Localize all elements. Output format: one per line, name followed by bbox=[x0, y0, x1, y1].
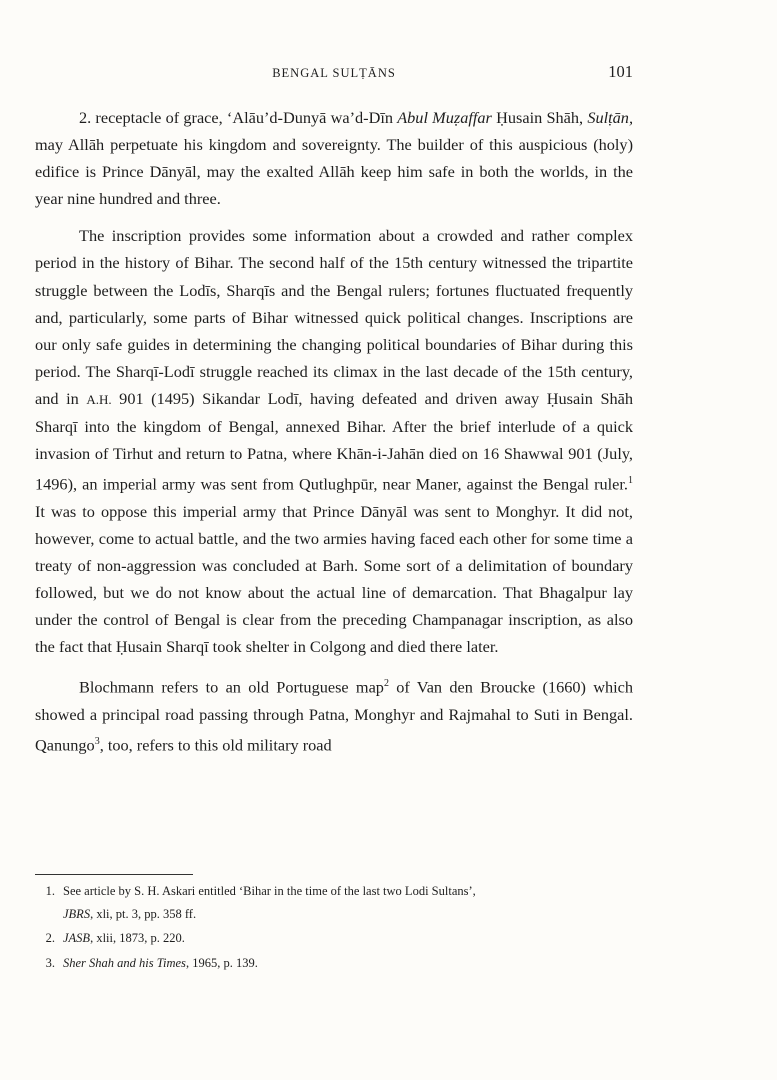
footnote-3 bbox=[35, 952, 637, 975]
paragraph-history bbox=[35, 222, 633, 660]
text-run: may Allāh perpetuate his kingdom and sovereignty. The builder of this auspicious (holy) edifice is Prince Dānyāl, may the exalted Allāh keep him safe in both the worlds, in the year nine hundred and three. bbox=[35, 135, 633, 209]
footnote-ref-1[interactable]: 1 bbox=[628, 475, 633, 487]
footnotes bbox=[35, 880, 637, 976]
footnote-number: 1. bbox=[45, 884, 55, 898]
text-run: , too, refers to this old military road bbox=[99, 735, 332, 755]
footnote-ref-2[interactable]: 2 bbox=[383, 678, 389, 690]
text-run: of Van den Broucke (1660) which showed a principal road passing through Patna, Monghyr and Rajmahal to Suti in Bengal. Qanungo bbox=[35, 677, 633, 755]
body-text bbox=[35, 104, 633, 768]
footnote-text bbox=[63, 927, 637, 950]
footnote-2 bbox=[35, 927, 637, 950]
footnote-text-run: , xlii, 1873, p. 220. bbox=[90, 931, 185, 945]
footnote-number: 2. bbox=[45, 931, 55, 945]
text-run: Ḥusain Shāh, bbox=[491, 108, 588, 127]
footnote-text-run: , xli, pt. 3, pp. 358 ff. bbox=[90, 906, 197, 921]
era-abbreviation: A.H. bbox=[86, 391, 112, 407]
text-run: The inscription provides some information about a crowded and rather complex period in the history of Bihar. The second half of the 15th century witnessed the tripartite struggle between the Lodīs, Sharqīs and the Bengal rulers; fortunes fluctuated frequently and, particularly, some parts of Bihar witnessed quick political changes. Inscriptions are our only safe guides in determining the changing political boundaries of Bihar during this period. The Sharqī-Lodī struggle reached its climax in the last decade of the 15th century, and in bbox=[35, 226, 633, 408]
running-title: BENGAL SULṬĀNS bbox=[272, 66, 396, 80]
italic-name: Abul Muẓaffar bbox=[397, 108, 492, 127]
footnote-text-run: See article by S. H. Askari entitled ‘Bihar in the time of the last two Lodi Sultans’, bbox=[63, 884, 476, 898]
text-run: Blochmann refers to an old Portuguese map bbox=[79, 677, 384, 697]
page-number: 101 bbox=[608, 62, 633, 81]
running-head bbox=[35, 62, 633, 86]
footnote-ref-3[interactable]: 3 bbox=[94, 735, 100, 747]
footnote-text bbox=[63, 880, 637, 925]
footnote-number: 3. bbox=[45, 955, 55, 970]
footnote-divider bbox=[35, 874, 193, 875]
footnote-1 bbox=[35, 880, 637, 925]
footnote-text bbox=[63, 952, 637, 975]
journal-title: JASB bbox=[63, 931, 91, 945]
paragraph-inscription-translation bbox=[35, 104, 633, 212]
paragraph-road bbox=[35, 670, 633, 758]
footnote-text-run: , 1965, p. 139. bbox=[185, 955, 258, 970]
text-run: 901 (1495) Sikandar Lodī, having defeated and driven away Ḥusain Shāh Sharqī into the kingdom of Bengal, annexed Bihar. After the brief interlude of a quick invasion of Tirhut and return to Patna, where Khān-i-Jahān died on 16 Shawwal 901 (July, 1496), an imperial army was sent from Qutlughpūr, near Maner, against the Bengal ruler. bbox=[35, 388, 634, 494]
text-run: 2. receptacle of grace, ‘Alāu’d-Dunyā wa’d-Dīn bbox=[79, 108, 398, 127]
journal-title: JBRS bbox=[63, 906, 91, 921]
text-run: It was to oppose this imperial army that Prince Dānyāl was sent to Monghyr. It did not, however, come to actual battle, and the two armies having faced each other for some time a treaty of non-aggression was concluded at Barh. Some sort of a delimitation of boundary followed, but we do not know about the actual line of demarcation. That Bhagalpur lay under the control of Bengal is clear from the preceding Champanagar inscription, as also the fact that Ḥusain Sharqī took shelter in Colgong and died there later. bbox=[35, 501, 633, 657]
italic-title: Sulṭān, bbox=[587, 108, 634, 127]
book-title: Sher Shah and his Times bbox=[63, 955, 186, 970]
